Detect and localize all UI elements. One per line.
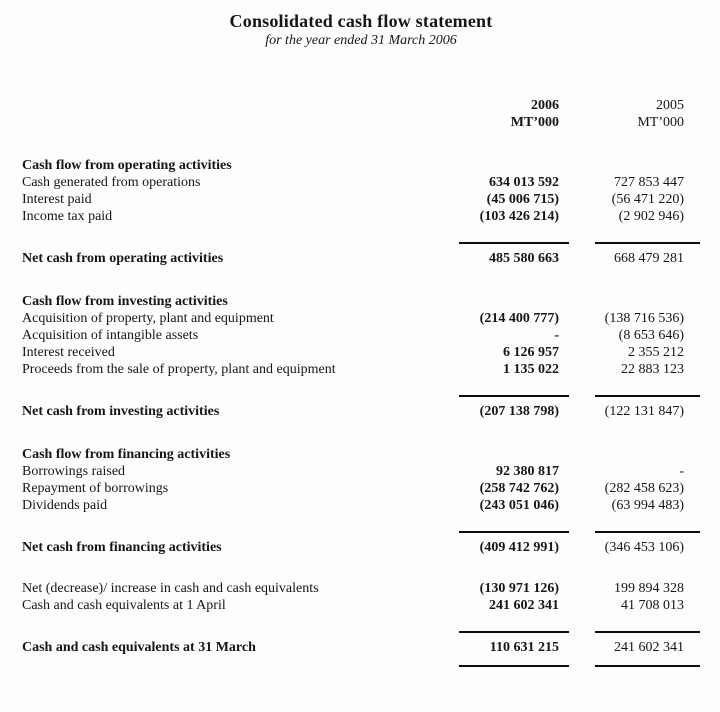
row-label: Borrowings raised [22,464,126,479]
table-row [22,597,700,614]
table-row [22,191,700,208]
value-2005: 199 894 328 [614,581,684,596]
table-row [22,480,700,497]
value-2006: (409 412 991) [459,531,569,556]
value-2005: 668 479 281 [595,242,700,267]
value-2006: (45 006 715) [486,192,559,207]
value-2005: (282 458 623) [604,481,684,496]
section-header-investing [22,293,700,310]
value-2006: - [554,328,559,343]
page-subtitle: for the year ended 31 March 2006 [265,33,457,48]
value-2006: 634 013 592 [489,175,559,190]
value-2005: - [679,464,684,479]
column-unit-2005: MT’000 [637,115,684,130]
value-2005: 22 883 123 [621,362,684,377]
row-label: Dividends paid [22,498,108,513]
table-row [22,361,700,378]
page-title: Consolidated cash flow statement [229,11,493,31]
value-2006: (258 742 762) [479,481,559,496]
statement-table [22,97,700,667]
row-label: Net (decrease)/ increase in cash and cash equivalents [22,581,319,596]
value-2005: (138 716 536) [604,311,684,326]
row-label: Repayment of borrowings [22,481,169,496]
value-2005: 41 708 013 [621,598,684,613]
row-label: Net cash from financing activities [22,540,222,555]
section-label: Cash flow from financing activities [22,447,231,462]
value-2005: (2 902 946) [618,209,684,224]
value-2006: (207 138 798) [459,395,569,420]
row-label: Net cash from investing activities [22,404,220,419]
value-2005: (346 453 106) [595,531,700,556]
value-2005: (8 653 646) [618,328,684,343]
value-2006: 241 602 341 [489,598,559,613]
row-label: Proceeds from the sale of property, plant and equipment [22,362,336,377]
row-label: Cash generated from operations [22,175,201,190]
table-row [22,463,700,480]
column-header-2005: 2005 [656,98,684,113]
column-header-units-row [22,114,700,131]
value-2006: 92 380 817 [496,464,559,479]
table-row [22,208,700,225]
table-row [22,310,700,327]
table-row [22,327,700,344]
table-row [22,580,700,597]
grand-total-row [22,631,700,667]
column-header-years-row [22,97,700,114]
value-2005: 241 602 341 [595,631,700,667]
section-header-financing [22,446,700,463]
value-2005: (63 994 483) [611,498,684,513]
column-unit-2006: MT’000 [510,115,559,130]
row-label: Acquisition of property, plant and equipment [22,311,274,326]
row-label: Interest paid [22,192,92,207]
total-row-investing [22,395,700,420]
value-2005: (56 471 220) [611,192,684,207]
row-label: Cash and cash equivalents at 1 April [22,598,226,613]
row-label: Cash and cash equivalents at 31 March [22,640,256,655]
value-2006: 485 580 663 [459,242,569,267]
row-label: Acquisition of intangible assets [22,328,199,343]
section-label: Cash flow from operating activities [22,158,232,173]
value-2005: 2 355 212 [628,345,684,360]
section-label: Cash flow from investing activities [22,294,228,309]
value-2006: 110 631 215 [459,631,569,667]
value-2006: (214 400 777) [479,311,559,326]
table-row [22,174,700,191]
value-2006: (243 051 046) [479,498,559,513]
value-2006: 6 126 957 [503,345,559,360]
value-2005: 727 853 447 [614,175,684,190]
table-row [22,344,700,361]
total-row-operating [22,242,700,267]
total-row-financing [22,531,700,556]
row-label: Income tax paid [22,209,113,224]
section-header-operating [22,157,700,174]
row-label: Interest received [22,345,115,360]
value-2006: (130 971 126) [479,581,559,596]
value-2006: 1 135 022 [503,362,559,377]
row-label: Net cash from operating activities [22,251,224,266]
value-2006: (103 426 214) [479,209,559,224]
column-header-2006: 2006 [531,98,559,113]
value-2005: (122 131 847) [595,395,700,420]
table-row [22,497,700,514]
